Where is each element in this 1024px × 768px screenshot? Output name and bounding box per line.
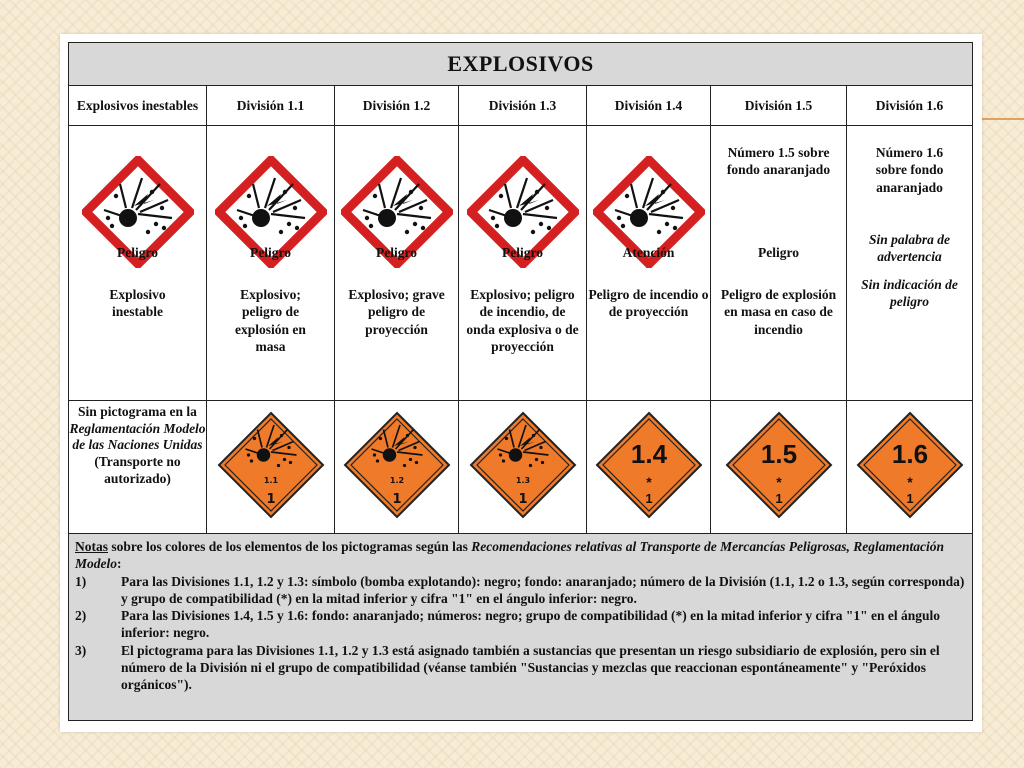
hazard-statement: Sin indicación de peligro <box>861 277 958 310</box>
hazard-cell <box>847 126 973 401</box>
hazard-cell <box>207 126 335 401</box>
fragment <box>404 230 408 234</box>
fragment <box>276 464 279 467</box>
fragment <box>278 230 282 234</box>
bomb-body <box>382 448 396 462</box>
hazard-statement: Peligro de explosión en masa en caso de incendio <box>720 287 837 337</box>
fragment <box>149 190 153 194</box>
transport-note-italic: Reglamentación Modelo de las Naciones Unidas <box>69 420 206 453</box>
fragment <box>368 224 372 228</box>
hazard-statement: Explosivo; grave peligro de proyección <box>348 287 445 337</box>
note-text: El pictograma para las Divisiones 1.1, 1.2 y 1.3 está asignado también a sustancias que presentan un riesgo subsidiario de explosión, pero sin el número de la División ni el grupo de compatibilidad (véanse también "Sustancias y mezclas que reaccionan espontáneamente" y "Peróxidos orgánicos"). <box>121 642 940 693</box>
fragment <box>145 230 149 234</box>
division-number: 1.1 <box>263 476 278 485</box>
fragment <box>408 458 411 461</box>
transport-label-svg <box>215 409 327 521</box>
fragment <box>534 190 538 194</box>
transport-cell <box>711 401 847 534</box>
hazard-statement: Explosivo inestable <box>109 287 166 320</box>
fragment <box>504 437 507 440</box>
division-number: 1.5 <box>760 439 797 469</box>
class-number: 1 <box>644 491 653 506</box>
explosives-table <box>68 42 973 721</box>
fragment <box>624 194 628 198</box>
transport-label-svg <box>341 409 453 521</box>
hazard-cell <box>335 126 459 401</box>
notes-list <box>75 573 966 694</box>
header-row <box>69 86 973 126</box>
fragment <box>539 446 542 449</box>
fragment <box>664 222 668 226</box>
fragment <box>282 190 286 194</box>
signal-word: Sin palabra de advertencia <box>869 232 951 265</box>
fragment <box>113 194 117 198</box>
division-number: 1.4 <box>630 439 667 469</box>
transport-cell <box>335 401 459 534</box>
label-description: Número 1.5 sobre fondo anaranjado <box>726 145 831 178</box>
fragment <box>294 226 298 230</box>
fragment <box>414 461 417 464</box>
fragment <box>498 194 502 198</box>
fragment <box>620 224 624 228</box>
bomb-body <box>504 209 522 227</box>
fragment <box>159 206 163 210</box>
title-text: EXPLOSIVOS <box>447 50 594 76</box>
column-header: División 1.6 <box>847 86 973 126</box>
orange-diamond-label <box>723 409 835 521</box>
bomb-body <box>630 209 648 227</box>
fragment <box>364 216 368 220</box>
fragment <box>531 434 534 437</box>
signal-word: Peligro <box>250 245 291 260</box>
column-header: División 1.3 <box>459 86 587 126</box>
note-text: Para las Divisiones 1.1, 1.2 y 1.3: símbolo (bomba explotando): negro; fondo: anaranjado; número de la División (1.1, 1.2 o 1.3, según corresponda) y grupo de compatibilidad (*) en la mitad inferior y cifra "1" en el ángulo inferior: negro. <box>121 573 965 606</box>
hazard-cell <box>459 126 587 401</box>
transport-label-svg <box>593 409 705 521</box>
hazard-statement: Explosivo; peligro de incendio, de onda explosiva o de proyección <box>466 287 579 354</box>
explosives-table-sheet <box>60 34 982 732</box>
bomb-body <box>252 209 270 227</box>
orange-diamond-label <box>341 409 453 521</box>
hazard-row <box>69 126 973 401</box>
compatibility-group: * <box>775 474 782 490</box>
orange-diamond-label <box>593 409 705 521</box>
note-item <box>75 607 966 642</box>
fragment <box>670 206 674 210</box>
signal-word: Atención <box>622 245 675 260</box>
transport-note-line1: Sin pictograma en la <box>78 404 197 419</box>
fragment <box>546 226 550 230</box>
orange-diamond-label <box>467 409 579 521</box>
transport-label-svg <box>854 409 966 521</box>
hazard-cell <box>69 126 207 401</box>
class-number: 1 <box>774 491 783 506</box>
fragment <box>660 190 664 194</box>
fragment <box>372 194 376 198</box>
bomb-body <box>378 209 396 227</box>
table-title <box>69 43 973 86</box>
fragment <box>287 446 290 449</box>
fragment <box>288 461 291 464</box>
class-number: 1 <box>517 492 528 507</box>
fragment <box>246 194 250 198</box>
transport-cell <box>847 401 973 534</box>
fragment <box>252 437 255 440</box>
bomb-body <box>508 448 522 462</box>
fragment <box>286 222 290 226</box>
compatibility-group: * <box>645 474 652 490</box>
hazard-statement: Explosivo; peligro de explosión en masa <box>235 287 306 354</box>
note-number: 3) <box>75 642 87 658</box>
notes-heading-italic: Recomendaciones relativas al Transporte de Mercancías Peligrosas, Reglamentación Modelo <box>75 539 944 572</box>
note-number: 2) <box>75 608 87 624</box>
note-number: 1) <box>75 573 87 589</box>
hazard-cell <box>711 126 847 401</box>
notes-heading-end: : <box>117 556 122 572</box>
note-text: Para las Divisiones 1.4, 1.5 y 1.6: fondo: anaranjado; números: negro; grupo de compatibilidad (*) en la mitad inferior y cifra "1" en el ángulo inferior: negro. <box>121 608 940 641</box>
fragment <box>412 222 416 226</box>
fragment <box>540 461 543 464</box>
fragment <box>672 226 676 230</box>
bomb-body <box>119 209 137 227</box>
fragment <box>418 206 422 210</box>
fragment <box>161 226 165 230</box>
fragment <box>153 222 157 226</box>
fragment <box>242 224 246 228</box>
decorative-line <box>978 118 1024 120</box>
column-header: División 1.5 <box>711 86 847 126</box>
fragment <box>528 464 531 467</box>
column-header: Explosivos inestables <box>69 86 207 126</box>
fragment <box>534 458 537 461</box>
fragment <box>538 222 542 226</box>
fragment <box>494 224 498 228</box>
fragment <box>408 190 412 194</box>
column-header: División 1.2 <box>335 86 459 126</box>
column-header: División 1.1 <box>207 86 335 126</box>
fragment <box>292 206 296 210</box>
transport-label-svg <box>467 409 579 521</box>
fragment <box>105 216 109 220</box>
fragment <box>413 446 416 449</box>
notes-section <box>69 534 973 721</box>
class-number: 1 <box>265 492 276 507</box>
note-item <box>75 573 966 608</box>
notes-heading-underlined: Notas <box>75 539 108 554</box>
fragment <box>279 434 282 437</box>
transport-note-line2: (Transporte no autorizado) <box>94 454 181 486</box>
fragment <box>378 437 381 440</box>
fragment <box>530 230 534 234</box>
transport-row <box>69 401 973 534</box>
signal-word: Peligro <box>502 245 543 260</box>
fragment <box>372 453 375 456</box>
fragment <box>282 458 285 461</box>
transport-cell <box>587 401 711 534</box>
transport-note <box>69 401 206 488</box>
fragment <box>402 464 405 467</box>
fragment <box>375 459 378 462</box>
fragment <box>238 216 242 220</box>
fragment <box>656 230 660 234</box>
signal-word: Peligro <box>376 245 417 260</box>
hazard-cell <box>587 126 711 401</box>
fragment <box>501 459 504 462</box>
bomb-body <box>256 448 270 462</box>
transport-cell <box>459 401 587 534</box>
compatibility-group: * <box>906 474 913 490</box>
notes-heading <box>75 538 966 573</box>
transport-cell <box>69 401 207 534</box>
division-number: 1.2 <box>389 476 404 485</box>
fragment <box>490 216 494 220</box>
fragment <box>420 226 424 230</box>
transport-cell <box>207 401 335 534</box>
fragment <box>498 453 501 456</box>
transport-label-svg <box>723 409 835 521</box>
fragment <box>544 206 548 210</box>
orange-diamond-label <box>215 409 327 521</box>
signal-word: Peligro <box>117 245 158 260</box>
note-item <box>75 642 966 694</box>
hazard-statement: Peligro de incendio o de proyección <box>588 287 709 320</box>
fragment <box>405 434 408 437</box>
division-number: 1.6 <box>891 439 928 469</box>
class-number: 1 <box>905 491 914 506</box>
fragment <box>249 459 252 462</box>
division-number: 1.3 <box>515 476 530 485</box>
class-number: 1 <box>391 492 402 507</box>
label-description: Número 1.6 sobre fondo anaranjado <box>875 145 944 195</box>
signal-word: Peligro <box>758 245 799 260</box>
notes-heading-text: sobre los colores de los elementos de los pictogramas según las <box>108 539 472 554</box>
fragment <box>616 216 620 220</box>
orange-diamond-label <box>854 409 966 521</box>
fragment <box>109 224 113 228</box>
fragment <box>246 453 249 456</box>
column-header: División 1.4 <box>587 86 711 126</box>
